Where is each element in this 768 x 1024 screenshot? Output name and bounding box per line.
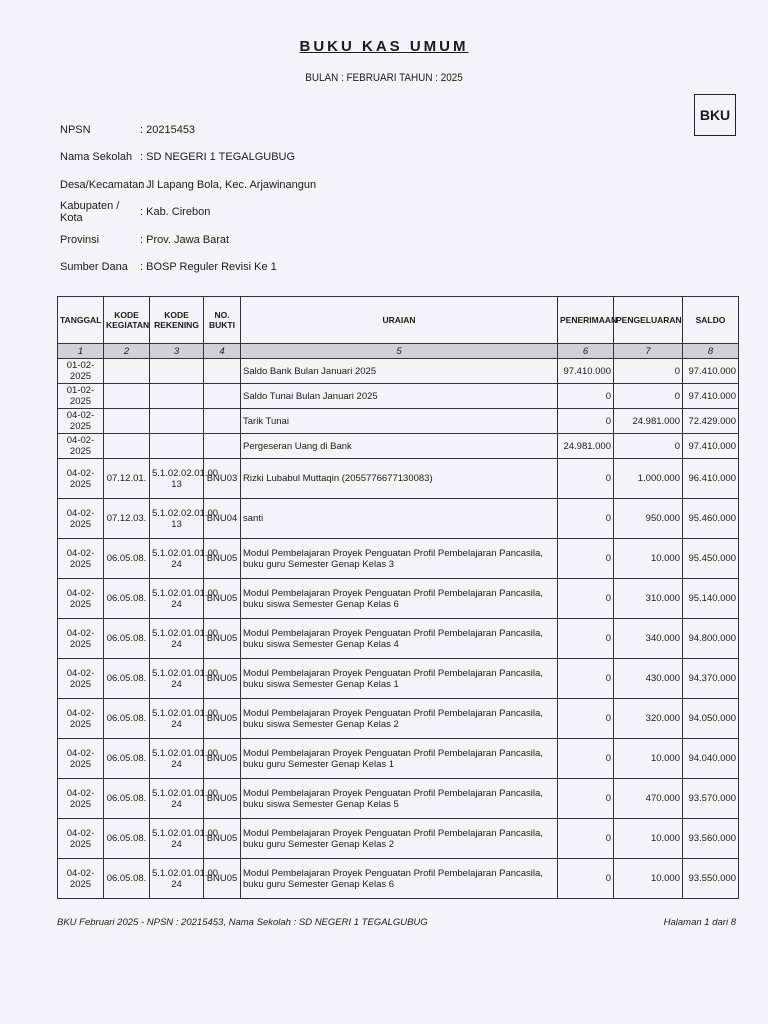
table-row xyxy=(58,659,739,699)
table-row xyxy=(58,699,739,739)
cell-receipt-no: BNU05 xyxy=(204,659,241,699)
cell-receipts: 0 xyxy=(558,619,614,659)
info-value: : Kab. Cirebon xyxy=(140,206,211,219)
cell-expenses: 10.000 xyxy=(614,819,683,859)
cell-expenses: 430.000 xyxy=(614,659,683,699)
cell-expenses: 320.000 xyxy=(614,699,683,739)
cell-receipt-no xyxy=(204,434,241,459)
cell-balance: 93.570.000 xyxy=(683,779,739,819)
school-info xyxy=(60,116,316,281)
cell-description: Saldo Bank Bulan Januari 2025 xyxy=(241,359,558,384)
table-row xyxy=(58,779,739,819)
cell-date: 01-02-2025 xyxy=(58,359,104,384)
cell-balance: 97.410.000 xyxy=(683,359,739,384)
cell-description: Modul Pembelajaran Proyek Penguatan Profil Pembelajaran Pancasila, buku guru Semester Genap Kelas 2 xyxy=(241,819,558,859)
cell-expenses: 0 xyxy=(614,384,683,409)
table-row xyxy=(58,619,739,659)
col-header-description: URAIAN xyxy=(241,297,558,344)
cell-receipts: 0 xyxy=(558,499,614,539)
cell-receipt-no xyxy=(204,359,241,384)
info-label: Provinsi xyxy=(60,233,100,246)
info-row-village xyxy=(60,171,316,199)
cash-book-table xyxy=(57,296,739,899)
table-row xyxy=(58,499,739,539)
cell-receipts: 0 xyxy=(558,384,614,409)
cell-activity-code xyxy=(104,434,150,459)
info-value: : Jl Lapang Bola, Kec. Arjawinangun xyxy=(140,178,317,191)
cell-balance: 72.429.000 xyxy=(683,409,739,434)
column-number: 8 xyxy=(683,344,739,359)
cell-balance: 95.450.000 xyxy=(683,539,739,579)
document-subtitle: BULAN : FEBRUARI TAHUN : 2025 xyxy=(305,72,463,84)
column-number: 4 xyxy=(204,344,241,359)
cell-balance: 97.410.000 xyxy=(683,384,739,409)
cell-balance: 93.550.000 xyxy=(683,859,739,899)
cell-activity-code: 06.05.08. xyxy=(104,659,150,699)
table-row xyxy=(58,819,739,859)
cell-balance: 96.410.000 xyxy=(683,459,739,499)
cell-activity-code xyxy=(104,409,150,434)
column-number: 5 xyxy=(241,344,558,359)
cell-receipts: 0 xyxy=(558,409,614,434)
cell-receipts: 97.410.000 xyxy=(558,359,614,384)
cell-account-code: 5.1.02.01.01.00 24 xyxy=(150,619,204,659)
cell-activity-code: 06.05.08. xyxy=(104,739,150,779)
cell-date: 04-02-2025 xyxy=(58,699,104,739)
col-header-activity-code: KODE KEGIATAN xyxy=(104,297,150,344)
info-row-school-name xyxy=(60,144,316,172)
info-label: Desa/Kecamatan xyxy=(60,178,145,191)
cell-date: 04-02-2025 xyxy=(58,619,104,659)
cell-date: 04-02-2025 xyxy=(58,434,104,459)
cell-balance: 97.410.000 xyxy=(683,434,739,459)
cell-receipt-no: BNU03 xyxy=(204,459,241,499)
info-label: NPSN xyxy=(60,123,91,136)
info-value: : Prov. Jawa Barat xyxy=(140,233,230,246)
cell-receipt-no: BNU05 xyxy=(204,579,241,619)
table-row xyxy=(58,539,739,579)
cell-date: 04-02-2025 xyxy=(58,409,104,434)
cell-activity-code: 06.05.08. xyxy=(104,619,150,659)
cell-activity-code: 06.05.08. xyxy=(104,579,150,619)
cell-receipt-no xyxy=(204,409,241,434)
cell-activity-code: 06.05.08. xyxy=(104,539,150,579)
cell-description: Saldo Tunai Bulan Januari 2025 xyxy=(241,384,558,409)
info-row-npsn xyxy=(60,116,316,144)
cell-account-code: 5.1.02.02.01.00 13 xyxy=(150,459,204,499)
cell-date: 01-02-2025 xyxy=(58,384,104,409)
column-number: 3 xyxy=(150,344,204,359)
column-number-row xyxy=(58,344,739,359)
cell-account-code: 5.1.02.01.01.00 24 xyxy=(150,739,204,779)
cell-expenses: 310.000 xyxy=(614,579,683,619)
cell-date: 04-02-2025 xyxy=(58,499,104,539)
cell-description: Tarik Tunai xyxy=(241,409,558,434)
cell-balance: 95.460.000 xyxy=(683,499,739,539)
document-title: BUKU KAS UMUM xyxy=(299,38,469,55)
table-row xyxy=(58,384,739,409)
table-row xyxy=(58,434,739,459)
cell-receipt-no: BNU04 xyxy=(204,499,241,539)
table-body xyxy=(58,359,739,899)
cell-account-code xyxy=(150,434,204,459)
cell-activity-code: 06.05.08. xyxy=(104,699,150,739)
table-row xyxy=(58,409,739,434)
cell-expenses: 10.000 xyxy=(614,539,683,579)
cell-date: 04-02-2025 xyxy=(58,739,104,779)
cell-date: 04-02-2025 xyxy=(58,779,104,819)
col-header-account-code: KODE REKENING xyxy=(150,297,204,344)
cell-receipt-no: BNU05 xyxy=(204,699,241,739)
cell-account-code: 5.1.02.02.01.00 13 xyxy=(150,499,204,539)
cell-account-code: 5.1.02.01.01.00 24 xyxy=(150,859,204,899)
cell-date: 04-02-2025 xyxy=(58,819,104,859)
cell-receipt-no xyxy=(204,384,241,409)
info-value: : SD NEGERI 1 TEGALGUBUG xyxy=(140,151,296,164)
cell-receipts: 0 xyxy=(558,819,614,859)
cell-activity-code: 07.12.01. xyxy=(104,459,150,499)
col-header-balance: SALDO xyxy=(683,297,739,344)
cell-description: Pergeseran Uang di Bank xyxy=(241,434,558,459)
cell-balance: 93.560.000 xyxy=(683,819,739,859)
cell-description: Rizki Lubabul Muttaqin (2055776677130083) xyxy=(241,459,558,499)
info-label: Sumber Dana xyxy=(60,261,128,274)
cell-receipt-no: BNU05 xyxy=(204,779,241,819)
cell-activity-code: 06.05.08. xyxy=(104,819,150,859)
table-row xyxy=(58,359,739,384)
column-number: 1 xyxy=(58,344,104,359)
table-row xyxy=(58,579,739,619)
col-header-expenses: PENGELUARAN xyxy=(614,297,683,344)
cell-date: 04-02-2025 xyxy=(58,539,104,579)
info-value: : BOSP Reguler Revisi Ke 1 xyxy=(140,261,277,274)
cell-expenses: 1.000.000 xyxy=(614,459,683,499)
cell-description: Modul Pembelajaran Proyek Penguatan Profil Pembelajaran Pancasila, buku siswa Semester Genap Kelas 1 xyxy=(241,659,558,699)
cell-receipts: 24.981.000 xyxy=(558,434,614,459)
cell-receipts: 0 xyxy=(558,699,614,739)
cell-description: Modul Pembelajaran Proyek Penguatan Profil Pembelajaran Pancasila, buku siswa Semester Genap Kelas 6 xyxy=(241,579,558,619)
info-row-regency xyxy=(60,199,316,227)
bku-badge: BKU xyxy=(694,94,736,136)
col-header-receipts: PENERIMAAN xyxy=(558,297,614,344)
cell-expenses: 10.000 xyxy=(614,859,683,899)
cell-description: santi xyxy=(241,499,558,539)
info-value: : 20215453 xyxy=(140,123,196,136)
cell-expenses: 0 xyxy=(614,359,683,384)
footer-page-number: Halaman 1 dari 8 xyxy=(663,917,736,928)
cell-date: 04-02-2025 xyxy=(58,859,104,899)
cell-activity-code: 06.05.08. xyxy=(104,779,150,819)
cell-account-code: 5.1.02.01.01.00 24 xyxy=(150,539,204,579)
cell-description: Modul Pembelajaran Proyek Penguatan Profil Pembelajaran Pancasila, buku guru Semester Genap Kelas 3 xyxy=(241,539,558,579)
cell-receipts: 0 xyxy=(558,859,614,899)
cell-account-code xyxy=(150,384,204,409)
cell-receipts: 0 xyxy=(558,459,614,499)
cell-expenses: 950.000 xyxy=(614,499,683,539)
info-row-province xyxy=(60,226,316,254)
cell-balance: 95.140.000 xyxy=(683,579,739,619)
cell-receipt-no: BNU05 xyxy=(204,739,241,779)
cell-balance: 94.040.000 xyxy=(683,739,739,779)
table-row xyxy=(58,859,739,899)
cell-balance: 94.800.000 xyxy=(683,619,739,659)
cell-activity-code: 06.05.08. xyxy=(104,859,150,899)
cell-expenses: 470.000 xyxy=(614,779,683,819)
cell-receipts: 0 xyxy=(558,739,614,779)
cell-receipts: 0 xyxy=(558,779,614,819)
cell-activity-code: 07.12.03. xyxy=(104,499,150,539)
cell-balance: 94.370.000 xyxy=(683,659,739,699)
cell-description: Modul Pembelajaran Proyek Penguatan Profil Pembelajaran Pancasila, buku siswa Semester Genap Kelas 4 xyxy=(241,619,558,659)
cell-description: Modul Pembelajaran Proyek Penguatan Profil Pembelajaran Pancasila, buku guru Semester Genap Kelas 6 xyxy=(241,859,558,899)
info-label: Kabupaten / Kota xyxy=(60,200,120,225)
cell-description: Modul Pembelajaran Proyek Penguatan Profil Pembelajaran Pancasila, buku guru Semester Genap Kelas 1 xyxy=(241,739,558,779)
cell-receipts: 0 xyxy=(558,579,614,619)
cell-activity-code xyxy=(104,384,150,409)
info-label: Nama Sekolah xyxy=(60,151,133,164)
cell-account-code: 5.1.02.01.01.00 24 xyxy=(150,579,204,619)
column-number: 7 xyxy=(614,344,683,359)
cell-receipt-no: BNU05 xyxy=(204,539,241,579)
cell-date: 04-02-2025 xyxy=(58,659,104,699)
cell-balance: 94.050.000 xyxy=(683,699,739,739)
table-row xyxy=(58,739,739,779)
cell-receipt-no: BNU05 xyxy=(204,819,241,859)
cell-expenses: 10.000 xyxy=(614,739,683,779)
col-header-date: TANGGAL xyxy=(58,297,104,344)
cell-receipts: 0 xyxy=(558,659,614,699)
cell-expenses: 0 xyxy=(614,434,683,459)
cell-account-code xyxy=(150,359,204,384)
cell-date: 04-02-2025 xyxy=(58,579,104,619)
cell-receipt-no: BNU05 xyxy=(204,619,241,659)
col-header-receipt-no: NO. BUKTI xyxy=(204,297,241,344)
cell-description: Modul Pembelajaran Proyek Penguatan Profil Pembelajaran Pancasila, buku siswa Semester Genap Kelas 2 xyxy=(241,699,558,739)
info-row-fund-source xyxy=(60,254,316,282)
cell-account-code: 5.1.02.01.01.00 24 xyxy=(150,779,204,819)
table-row xyxy=(58,459,739,499)
table-header-row xyxy=(58,297,739,344)
cell-account-code: 5.1.02.01.01.00 24 xyxy=(150,819,204,859)
cell-account-code xyxy=(150,409,204,434)
cell-activity-code xyxy=(104,359,150,384)
cell-date: 04-02-2025 xyxy=(58,459,104,499)
footer-document-info: BKU Februari 2025 - NPSN : 20215453, Nama Sekolah : SD NEGERI 1 TEGALGUBUG xyxy=(57,917,428,928)
cell-receipts: 0 xyxy=(558,539,614,579)
cell-receipt-no: BNU05 xyxy=(204,859,241,899)
cell-expenses: 340.000 xyxy=(614,619,683,659)
cell-expenses: 24.981.000 xyxy=(614,409,683,434)
column-number: 2 xyxy=(104,344,150,359)
cell-account-code: 5.1.02.01.01.00 24 xyxy=(150,699,204,739)
cell-account-code: 5.1.02.01.01.00 24 xyxy=(150,659,204,699)
column-number: 6 xyxy=(558,344,614,359)
cell-description: Modul Pembelajaran Proyek Penguatan Profil Pembelajaran Pancasila, buku siswa Semester Genap Kelas 5 xyxy=(241,779,558,819)
